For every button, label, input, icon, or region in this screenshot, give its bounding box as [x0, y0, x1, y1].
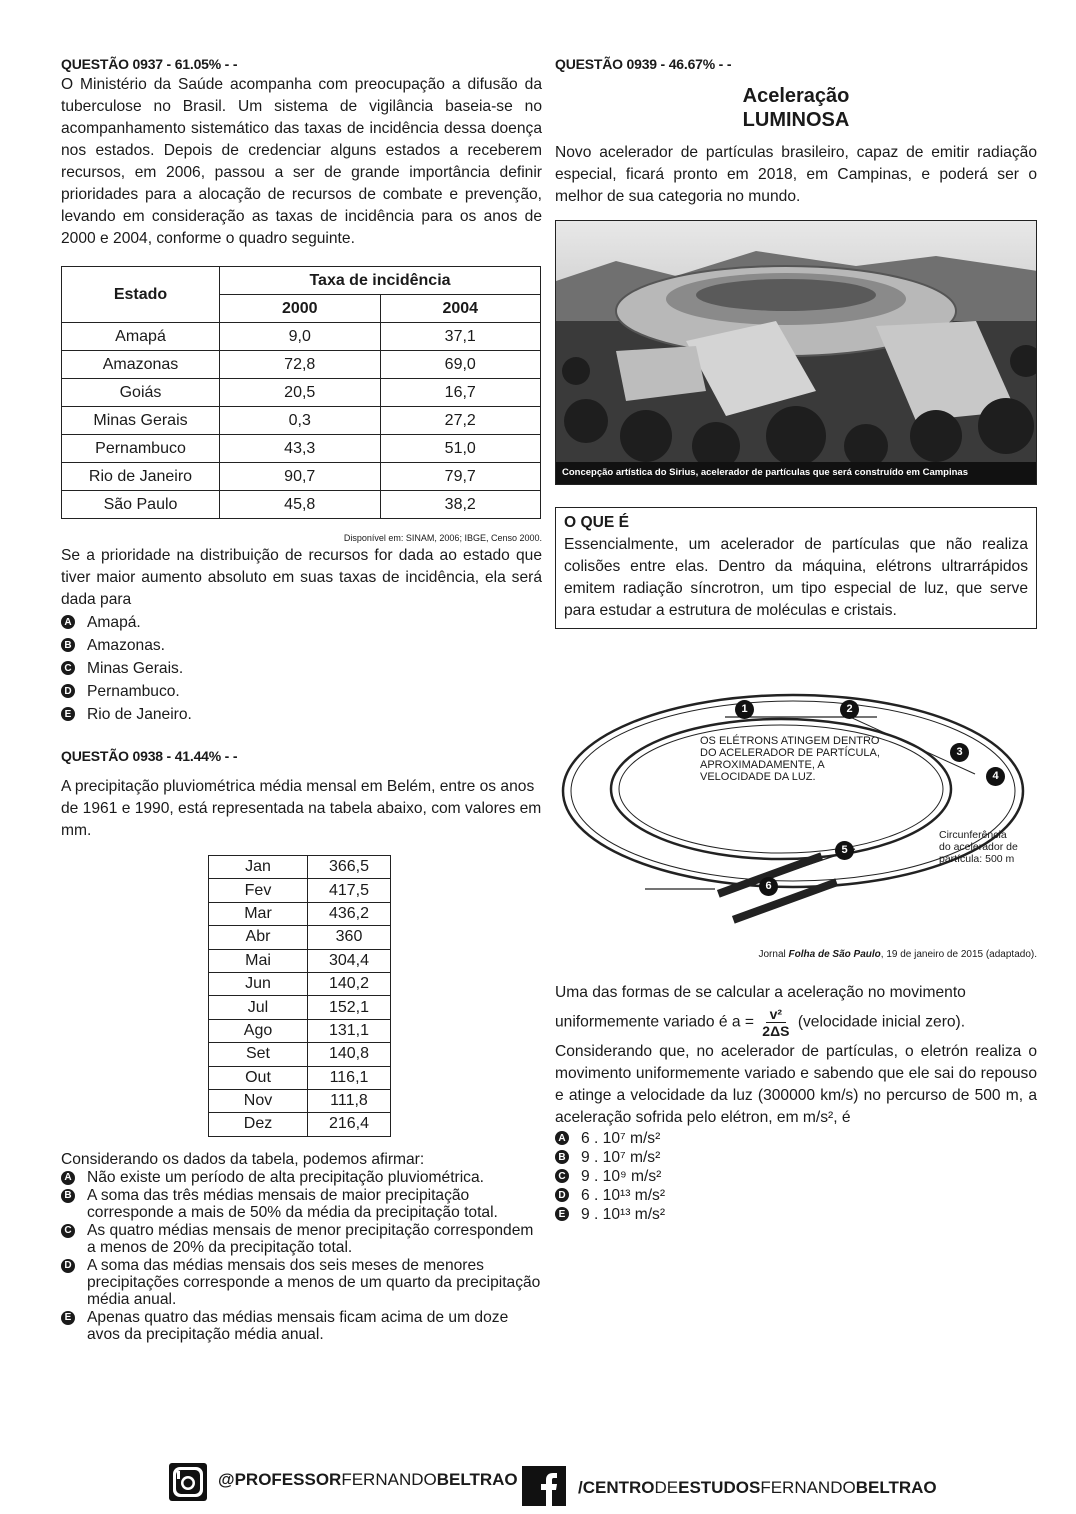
label-line: partícula: 500 m — [939, 853, 1015, 865]
table-row — [209, 949, 391, 972]
col-taxa: Taxa de incidência — [220, 267, 541, 295]
option-text: 9 . 10⁹ m/s² — [581, 1168, 662, 1185]
q39-headline — [555, 84, 1037, 132]
page-part: ESTUDOS — [678, 1478, 761, 1497]
cell-estado: Pernambuco — [62, 435, 220, 463]
table-row — [209, 1066, 391, 1089]
option-a[interactable] — [61, 611, 542, 634]
cell-2000: 90,7 — [220, 463, 381, 491]
option-text: Apenas quatro das médias mensais ficam acima de um doze avos da precipitação média anual. — [87, 1308, 509, 1343]
marker-1: 1 — [735, 700, 754, 719]
headline-line-1: Aceleração — [742, 85, 850, 107]
option-text: A soma das médias mensais dos seis meses de menores precipitações corresponde a menos de um quarto da precipitação média anual. — [87, 1256, 541, 1308]
cell-month: Ago — [209, 1019, 308, 1042]
o-que-e-box — [555, 507, 1037, 629]
col-2004: 2004 — [380, 295, 541, 323]
accelerator-illustration — [556, 221, 1037, 485]
cell-month: Jan — [209, 856, 308, 879]
cell-2004: 37,1 — [380, 323, 541, 351]
cell-2004: 16,7 — [380, 379, 541, 407]
cell-month: Nov — [209, 1089, 308, 1112]
table-row — [62, 463, 541, 491]
cell-value: 131,1 — [308, 1019, 391, 1042]
q39-intro: Novo acelerador de partículas brasileiro, capaz de emitir radiação especial, ficará pronto em 2018, em Campinas, e poderá ser o melhor de sua categoria no mundo. — [555, 144, 1037, 205]
cell-2004: 69,0 — [380, 351, 541, 379]
option-letter: C — [61, 1224, 75, 1238]
cell-estado: Amazonas — [62, 351, 220, 379]
option-text: Não existe um período de alta precipitação pluviométrica. — [87, 1168, 484, 1186]
cell-2000: 0,3 — [220, 407, 381, 435]
option-letter: A — [61, 615, 75, 629]
cell-2000: 72,8 — [220, 351, 381, 379]
cell-value: 152,1 — [308, 996, 391, 1019]
credit-suffix: , 19 de janeiro de 2015 (adaptado). — [880, 949, 1037, 960]
table-row — [209, 1113, 391, 1136]
q38-table — [208, 855, 391, 1137]
option-a[interactable] — [61, 1169, 542, 1186]
option-letter: D — [61, 684, 75, 698]
cell-month: Set — [209, 1043, 308, 1066]
box-title: O QUE É — [564, 514, 629, 531]
cell-estado: Rio de Janeiro — [62, 463, 220, 491]
marker-6: 6 — [759, 877, 778, 896]
table-row — [209, 879, 391, 902]
option-text: A soma das três médias mensais de maior precipitação corresponde a mais de 50% da média da precipitação total. — [87, 1186, 498, 1221]
handle-part: @PROFESSOR — [218, 1470, 342, 1489]
option-letter: A — [555, 1131, 569, 1145]
table-row — [62, 407, 541, 435]
option-letter: C — [555, 1169, 569, 1183]
option-letter: A — [61, 1171, 75, 1185]
option-text: 6 . 10⁷ m/s² — [581, 1130, 661, 1147]
diagram-text-line: DO ACELERADOR DE PARTÍCULA, — [700, 747, 880, 759]
option-text: Pernambuco. — [87, 683, 180, 700]
diagram-text-line: VELOCIDADE DA LUZ. — [700, 771, 816, 783]
cell-value: 111,8 — [308, 1089, 391, 1112]
table-row — [209, 926, 391, 949]
cell-value: 304,4 — [308, 949, 391, 972]
q39-question: Considerando que, no acelerador de partículas, o eletrón realiza o movimento uniformemente variado e sabendo que ele sai do repouso e atinge a velocidade da luz (300000 km/s) no percurso de 500 m, a aceleração sofrida pelo elétron, em m/s², é — [555, 1043, 1037, 1126]
table-row — [209, 1043, 391, 1066]
diagram-text — [700, 735, 880, 783]
table-row — [62, 351, 541, 379]
cell-2000: 20,5 — [220, 379, 381, 407]
option-letter: B — [61, 638, 75, 652]
cell-value: 216,4 — [308, 1113, 391, 1136]
option-a[interactable] — [555, 1129, 1037, 1148]
diagram-credit — [555, 949, 1037, 960]
cell-2004: 27,2 — [380, 407, 541, 435]
q38-text: A precipitação pluviométrica média mensal em Belém, entre os anos de 1961 e 1990, está representada na tabela abaixo, com valores em mm. — [61, 778, 542, 839]
option-letter: B — [555, 1150, 569, 1164]
handle-part: BELTRAO — [436, 1470, 518, 1489]
diagram-text-line: APROXIMADAMENTE, A — [700, 759, 825, 771]
table-row — [62, 323, 541, 351]
table-row — [209, 1089, 391, 1112]
cell-month: Dez — [209, 1113, 308, 1136]
cell-2004: 51,0 — [380, 435, 541, 463]
formula-intro: Uma das formas de se calcular a aceleração no movimento — [555, 984, 966, 1001]
option-d[interactable] — [61, 680, 542, 703]
option-e[interactable] — [555, 1205, 1037, 1224]
formula-fraction — [762, 1006, 789, 1039]
formula-numerator: v² — [766, 1006, 786, 1023]
instagram-handle[interactable] — [218, 1470, 518, 1490]
cell-month: Mar — [209, 902, 308, 925]
formula-denominator: 2ΔS — [762, 1023, 790, 1039]
option-text: Amazonas. — [87, 637, 166, 654]
instagram-icon — [168, 1462, 208, 1502]
option-letter: E — [555, 1207, 569, 1221]
cell-month: Fev — [209, 879, 308, 902]
facebook-icon — [522, 1466, 566, 1506]
table-row — [62, 491, 541, 519]
option-e[interactable] — [61, 1309, 542, 1343]
table-row — [209, 902, 391, 925]
accelerator-diagram — [555, 659, 1037, 949]
q37-text: O Ministério da Saúde acompanha com preocupação a difusão da tuberculose no Brasil. Um sistema de vigilância baseia-se no acompanhamento sistemático das taxas de incidência dessa doença nos estados. Depois de credenciar alguns estados a receberem recursos, em 2006, passou a ser de grande importância definir prioridades para a alocação de recursos de combate e prevenção, levando em consideração as taxas de incidência para os anos de 2000 e 2004, conforme o quadro seguinte. — [61, 76, 542, 247]
cell-2000: 9,0 — [220, 323, 381, 351]
col-estado: Estado — [62, 267, 220, 323]
cell-2000: 43,3 — [220, 435, 381, 463]
credit-paper: Folha de São Paulo — [788, 949, 881, 960]
cell-value: 140,2 — [308, 972, 391, 995]
page-part: FERNANDO — [760, 1478, 856, 1497]
option-c[interactable] — [61, 657, 542, 680]
q38-header: QUESTÃO 0938 - 41.44% - - — [61, 748, 238, 764]
cell-2000: 45,8 — [220, 491, 381, 519]
formula-line — [555, 1006, 1037, 1039]
option-e[interactable] — [61, 703, 542, 726]
cell-estado: Minas Gerais — [62, 407, 220, 435]
cell-estado: Amapá — [62, 323, 220, 351]
cell-month: Abr — [209, 926, 308, 949]
diagram-text-line: OS ELÉTRONS ATINGEM DENTRO — [700, 735, 880, 747]
cell-2004: 79,7 — [380, 463, 541, 491]
cell-month: Out — [209, 1066, 308, 1089]
q37-source: Disponível em: SINAM, 2006; IBGE, Censo 2000. — [343, 533, 542, 543]
cell-value: 360 — [308, 926, 391, 949]
photo-caption: Concepção artística do Sirius, acelerador de partículas que será construído em Campinas — [556, 462, 1036, 484]
q39-header: QUESTÃO 0939 - 46.67% - - — [555, 56, 732, 72]
marker-5: 5 — [835, 841, 854, 860]
option-text: 9 . 10⁷ m/s² — [581, 1149, 661, 1166]
sirius-photo — [555, 220, 1037, 485]
cell-month: Jun — [209, 972, 308, 995]
table-row — [62, 435, 541, 463]
credit-prefix: Jornal — [758, 949, 789, 960]
left-column — [61, 56, 542, 1344]
cell-estado: Goiás — [62, 379, 220, 407]
option-letter: C — [61, 661, 75, 675]
cell-value: 417,5 — [308, 879, 391, 902]
marker-3: 3 — [950, 743, 969, 762]
circumference-label — [939, 829, 1018, 865]
option-b[interactable] — [61, 1187, 542, 1221]
table-row — [209, 996, 391, 1019]
table-row — [209, 972, 391, 995]
cell-month: Jul — [209, 996, 308, 1019]
footer — [0, 1462, 1076, 1506]
cell-estado: São Paulo — [62, 491, 220, 519]
option-b[interactable] — [555, 1148, 1037, 1167]
q37-header: QUESTÃO 0937 - 61.05% - - — [61, 56, 238, 72]
formula-before: uniformemente variado é a = — [555, 1013, 754, 1031]
page-part: BELTRAO — [855, 1478, 937, 1497]
col-2000: 2000 — [220, 295, 381, 323]
option-letter: E — [61, 1311, 75, 1325]
marker-4: 4 — [986, 767, 1005, 786]
facebook-page[interactable] — [578, 1478, 937, 1498]
option-letter: D — [555, 1188, 569, 1202]
table-row — [62, 379, 541, 407]
q39-options — [555, 1129, 1037, 1224]
table-row — [209, 1019, 391, 1042]
page-part: DE — [654, 1478, 679, 1497]
handle-part: FERNANDO — [341, 1470, 437, 1489]
option-c[interactable] — [555, 1167, 1037, 1186]
cell-value: 436,2 — [308, 902, 391, 925]
q38-question: Considerando os dados da tabela, podemos afirmar: — [61, 1150, 425, 1168]
option-letter: B — [61, 1189, 75, 1203]
right-column — [555, 56, 1037, 1224]
option-c[interactable] — [61, 1222, 542, 1256]
cell-value: 366,5 — [308, 856, 391, 879]
option-text: As quatro médias mensais de menor precipitação correspondem a menos de 20% da precipitação total. — [87, 1221, 534, 1256]
label-line: do acelerador de — [939, 841, 1018, 853]
option-text: 9 . 10¹³ m/s² — [581, 1206, 666, 1223]
option-b[interactable] — [61, 634, 542, 657]
cell-value: 116,1 — [308, 1066, 391, 1089]
q37-table — [61, 266, 541, 519]
option-letter: D — [61, 1259, 75, 1273]
table-row — [209, 856, 391, 879]
label-line: Circunferência — [939, 829, 1007, 841]
option-text: Minas Gerais. — [87, 660, 184, 677]
page-part: /CENTRO — [578, 1478, 655, 1497]
cell-month: Mai — [209, 949, 308, 972]
option-d[interactable] — [555, 1186, 1037, 1205]
headline-line-2: LUMINOSA — [742, 109, 850, 131]
option-d[interactable] — [61, 1257, 542, 1308]
option-text: Amapá. — [87, 614, 141, 631]
option-text: 6 . 10¹³ m/s² — [581, 1187, 666, 1204]
box-text: Essencialmente, um acelerador de partículas que não realiza colisões entre elas. Dentro da máquina, elétrons ultrarrápidos emitem radiação síncrotron, um tipo especial de luz, que serve para estudar a estrutura de moléculas e cristais. — [564, 536, 1028, 619]
q37-options — [61, 611, 542, 726]
q37-question: Se a prioridade na distribuição de recursos for dada ao estado que tiver maior aumento absoluto em suas taxas de incidência, ela será dada para — [61, 547, 542, 608]
ring-diagram — [555, 659, 1037, 949]
option-letter: E — [61, 707, 75, 721]
q38-options — [61, 1169, 542, 1343]
formula-after: (velocidade inicial zero). — [797, 1013, 966, 1031]
cell-2004: 38,2 — [380, 491, 541, 519]
cell-value: 140,8 — [308, 1043, 391, 1066]
option-text: Rio de Janeiro. — [87, 706, 192, 723]
marker-2: 2 — [840, 700, 859, 719]
